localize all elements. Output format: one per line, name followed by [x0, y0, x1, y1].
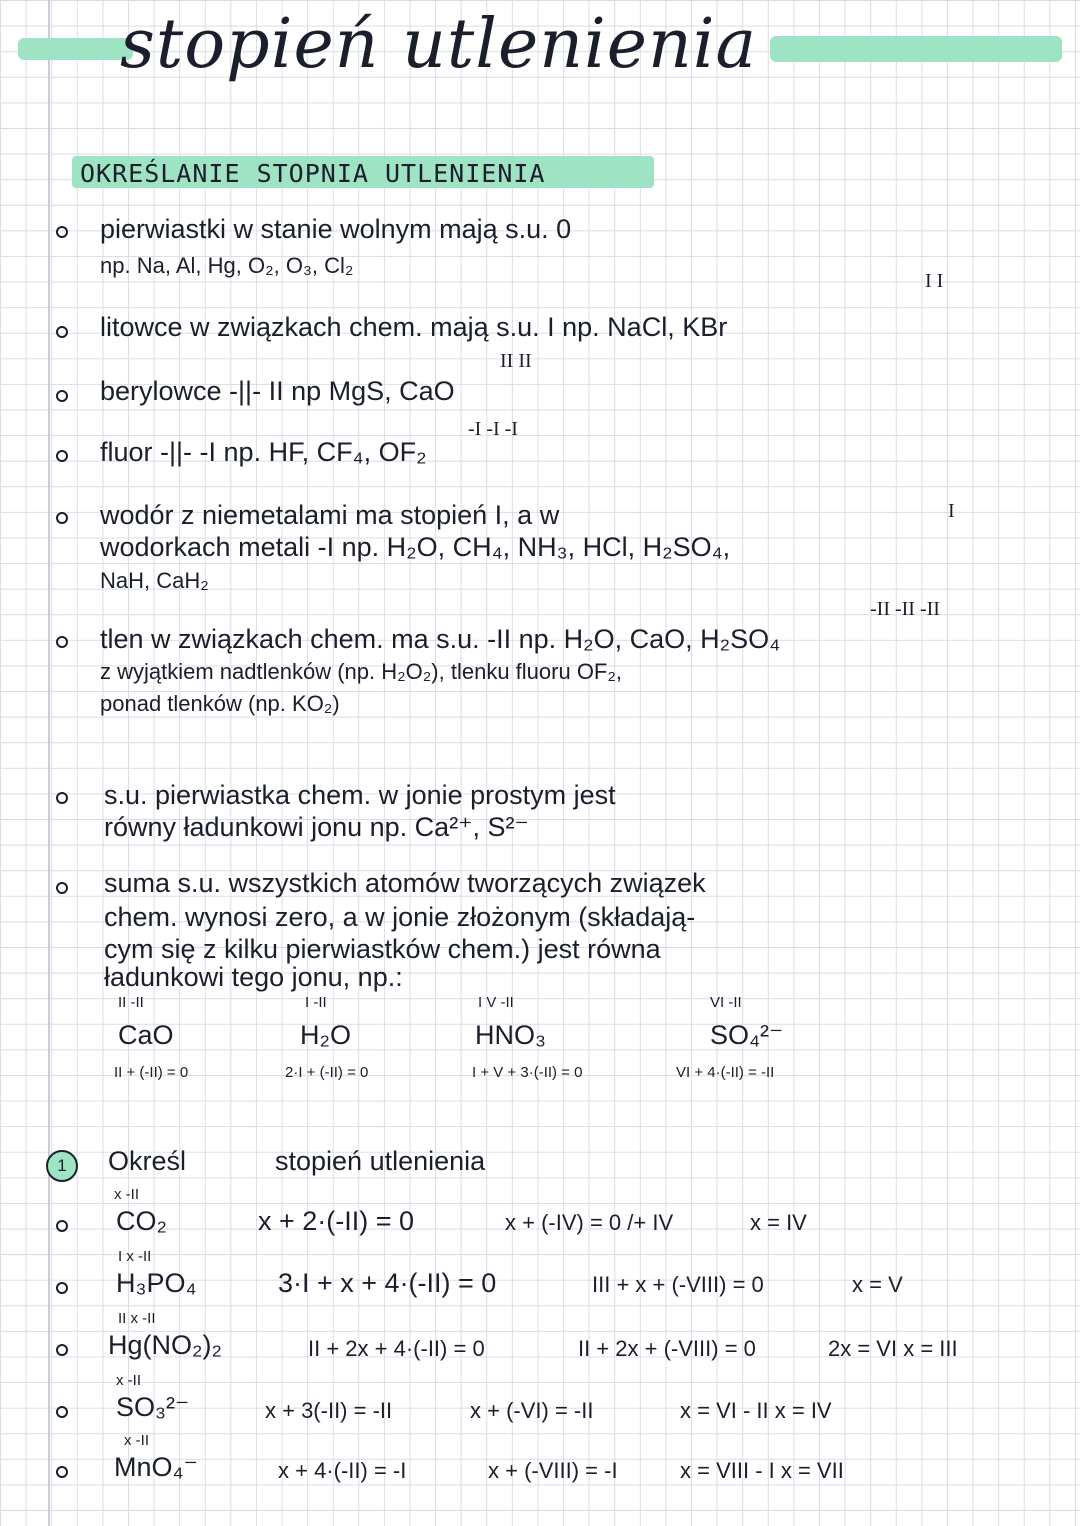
exercise-ox: I x -II [118, 1248, 152, 1265]
example-formula: H₂O [300, 1020, 351, 1050]
exercise-result: x = IV [750, 1210, 807, 1235]
example-ox: VI -II [710, 994, 742, 1011]
rule-hydrogen: wodór z niemetalami ma stopień I, a w [100, 500, 560, 530]
rule-free-elements: pierwiastki w stanie wolnym mają s.u. 0 [100, 214, 572, 244]
bullet [56, 512, 68, 524]
exercise-ox: II x -II [118, 1310, 156, 1327]
rule-sum-line4: ładunkowi tego jonu, np.: [104, 962, 403, 992]
bullet [56, 226, 68, 238]
ox-marks: I I [925, 270, 944, 292]
example-formula: HNO₃ [475, 1020, 546, 1050]
exercise-ox: x -II [116, 1372, 141, 1389]
ox-marks: I [948, 500, 955, 522]
exercise-formula: H₃PO₄ [116, 1268, 197, 1298]
rule-sum-line2: chem. wynosi zero, a w jonie złożonym (składają- [104, 902, 696, 932]
bullet [56, 1406, 68, 1418]
ox-marks: -II -II -II [870, 598, 940, 620]
exercise-formula: Hg(NO₂)₂ [108, 1330, 222, 1360]
ox-marks: -I -I -I [468, 418, 518, 440]
example-calc: II + (-II) = 0 [114, 1064, 189, 1081]
example-formula: CaO [118, 1020, 174, 1050]
rule-alkali-metals: litowce w związkach chem. mają s.u. I np. NaCl, KBr [100, 312, 728, 342]
bullet [56, 450, 68, 462]
section-heading: OKREŚLANIE STOPNIA UTLENIENIA [80, 159, 546, 188]
exercise-step-1: x + 3(-II) = -II [265, 1398, 393, 1423]
exercise-step-2: x + (-IV) = 0 /+ IV [505, 1210, 674, 1235]
exercise-ox: x -II [114, 1186, 139, 1203]
bullet [56, 1282, 68, 1294]
example-formula: SO₄²⁻ [710, 1020, 784, 1050]
rule-simple-ion-line2: równy ładunkowi jonu np. Ca²⁺, S²⁻ [104, 812, 529, 842]
exercise-step-2: x + (-VIII) = -I [488, 1458, 618, 1483]
exercise-result: x = VI - II x = IV [680, 1398, 832, 1423]
rule-fluorine: fluor -||- -I np. HF, CF₄, OF₂ [100, 437, 427, 467]
bullet [56, 1466, 68, 1478]
example-calc: I + V + 3·(-II) = 0 [472, 1064, 583, 1081]
exercise-formula: SO₃²⁻ [116, 1392, 190, 1422]
exercise-number-badge: 1 [46, 1150, 78, 1182]
example-calc: VI + 4·(-II) = -II [676, 1064, 775, 1081]
exercise-result: 2x = VI x = III [828, 1336, 958, 1361]
bullet [56, 390, 68, 402]
ox-marks: II II [500, 350, 532, 372]
rule-alkaline-earth: berylowce -||- II np MgS, CaO [100, 376, 455, 406]
rule-simple-ion: s.u. pierwiastka chem. w jonie prostym jest [104, 780, 616, 810]
title-highlight-left [18, 38, 133, 60]
exercise-step-1: x + 4·(-II) = -I [278, 1458, 407, 1483]
exercise-step-1: x + 2·(-II) = 0 [258, 1206, 415, 1236]
bullet [56, 1344, 68, 1356]
title-highlight-right [770, 36, 1062, 62]
example-ox: I -II [305, 994, 327, 1011]
exercise-step-2: x + (-VI) = -II [470, 1398, 594, 1423]
bullet [56, 326, 68, 338]
exercise-step-1: II + 2x + 4·(-II) = 0 [308, 1336, 485, 1361]
exercise-formula: CO₂ [116, 1206, 167, 1236]
exercise-ox: x -II [124, 1432, 149, 1449]
exercise-step-1: 3·I + x + 4·(-II) = 0 [278, 1268, 497, 1298]
rule-free-elements-examples: np. Na, Al, Hg, O₂, O₃, Cl₂ [100, 253, 354, 278]
exercise-label: Określ [108, 1146, 187, 1176]
notebook-margin-line [48, 0, 50, 1526]
bullet [56, 882, 68, 894]
exercise-title: stopień utlenienia [275, 1146, 486, 1176]
rule-hydrogen-line3: NaH, CaH₂ [100, 568, 209, 593]
rule-sum: suma s.u. wszystkich atomów tworzących związek [104, 868, 706, 898]
exercise-result: x = VIII - I x = VII [680, 1458, 844, 1483]
page-title: stopień utlenienia [120, 5, 758, 84]
exercise-result: x = V [852, 1272, 903, 1297]
exercise-step-2: II + 2x + (-VIII) = 0 [578, 1336, 756, 1361]
example-ox: II -II [118, 994, 144, 1011]
rule-hydrogen-line2: wodorkach metali -I np. H₂O, CH₄, NH₃, HCl, H₂SO₄, [100, 532, 731, 562]
rule-oxygen: tlen w związkach chem. ma s.u. -II np. H₂O, CaO, H₂SO₄ [100, 624, 781, 654]
example-calc: 2·I + (-II) = 0 [285, 1064, 369, 1081]
bullet [56, 1220, 68, 1232]
rule-oxygen-line3: ponad tlenków (np. KO₂) [100, 691, 340, 716]
bullet [56, 636, 68, 648]
rule-sum-line3: cym się z kilku pierwiastków chem.) jest równa [104, 934, 661, 964]
bullet [56, 792, 68, 804]
rule-oxygen-line2: z wyjątkiem nadtlenków (np. H₂O₂), tlenku fluoru OF₂, [100, 659, 623, 684]
exercise-step-2: III + x + (-VIII) = 0 [592, 1272, 764, 1297]
example-ox: I V -II [478, 994, 514, 1011]
exercise-formula: MnO₄⁻ [114, 1452, 198, 1482]
